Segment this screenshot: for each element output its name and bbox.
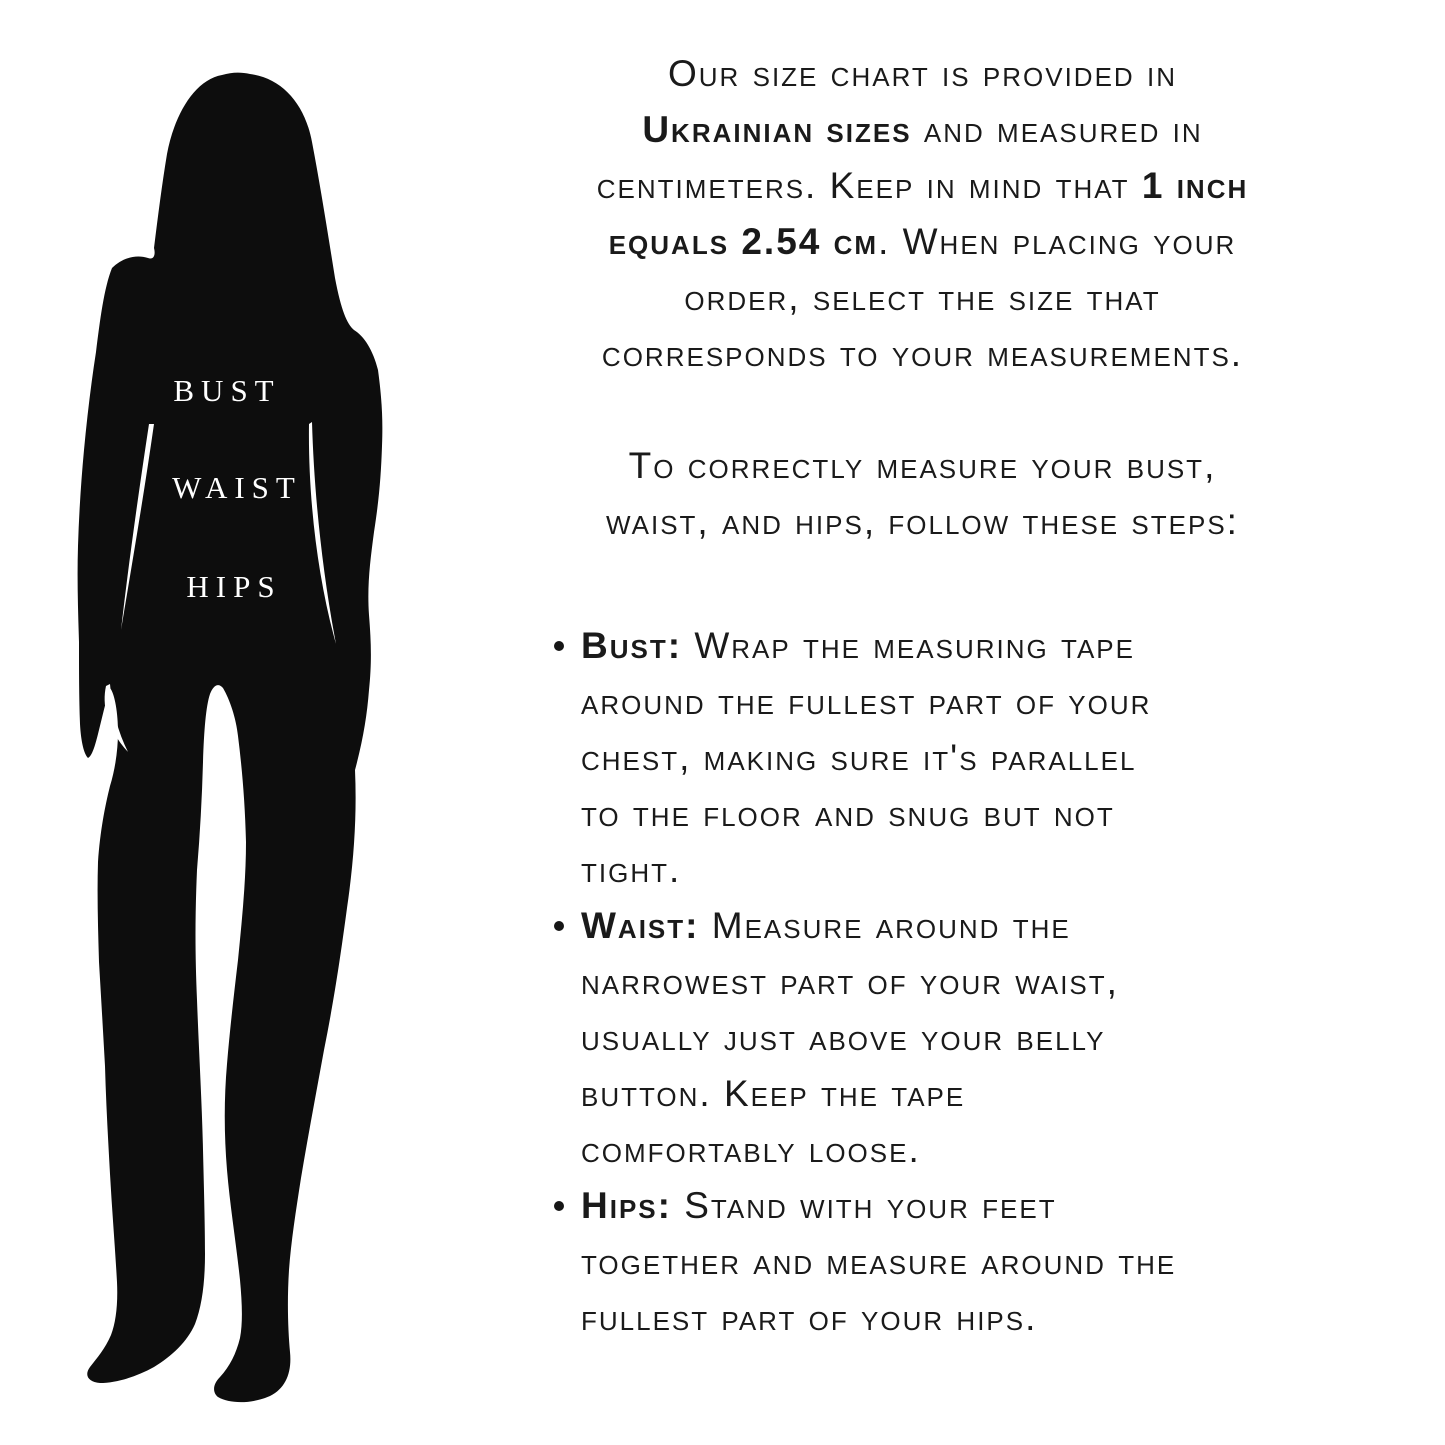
- waist-step-text: [581, 898, 1340, 1178]
- text-line: [581, 1066, 1340, 1122]
- bust-label: BUST: [173, 373, 281, 408]
- text: tight.: [581, 849, 682, 890]
- list-item-waist: [581, 898, 1340, 1178]
- text: comfortably loose.: [581, 1129, 921, 1170]
- silhouette-body-shape: [78, 73, 383, 1403]
- bold-text: Ukrainian sizes: [642, 109, 912, 150]
- text-line: [505, 326, 1340, 382]
- text-line: [581, 1010, 1340, 1066]
- bullet-icon: [554, 1201, 564, 1211]
- text: together and measure around the: [581, 1241, 1177, 1282]
- bust-step-text: [581, 618, 1340, 898]
- text: around the fullest part of your: [581, 681, 1152, 722]
- hips-label: HIPS: [186, 569, 282, 604]
- text-line: [581, 1178, 1340, 1234]
- bold-text: Bust:: [581, 625, 683, 666]
- female-silhouette-figure: [60, 70, 480, 1415]
- list-item-bust: [581, 618, 1340, 898]
- text-line: [581, 1290, 1340, 1346]
- steps-intro-paragraph: [505, 438, 1340, 550]
- text: Stand with your feet: [671, 1185, 1057, 1226]
- bullet-icon: [554, 921, 564, 931]
- text: centimeters. Keep in mind that: [596, 165, 1142, 206]
- text: chest, making sure it's parallel: [581, 737, 1137, 778]
- text: to the floor and snug but not: [581, 793, 1115, 834]
- text-line: [505, 46, 1340, 102]
- text-line: [581, 618, 1340, 674]
- text-line: [505, 102, 1340, 158]
- text-line: [581, 730, 1340, 786]
- text: Measure around the: [699, 905, 1071, 946]
- text: corresponds to your measurements.: [601, 333, 1244, 374]
- text: order, select the size that: [684, 277, 1161, 318]
- text-line: [505, 158, 1340, 214]
- intro-paragraph: [505, 46, 1340, 382]
- text: Our size chart is provided in: [668, 53, 1177, 94]
- bold-text: Hips:: [581, 1185, 672, 1226]
- text-line: [581, 898, 1340, 954]
- bullet-icon: [554, 641, 564, 651]
- text-line: [505, 494, 1340, 550]
- waist-label: WAIST: [172, 470, 302, 505]
- text: Wrap the measuring tape: [682, 625, 1135, 666]
- text-line: [581, 674, 1340, 730]
- text: waist, and hips, follow these steps:: [606, 501, 1239, 542]
- text: and measured in: [911, 109, 1203, 150]
- measurement-instructions: [505, 40, 1340, 1346]
- bold-text: Waist:: [581, 905, 700, 946]
- list-item-hips: [581, 1178, 1340, 1346]
- text: To correctly measure your bust,: [628, 445, 1217, 486]
- hips-step-text: [581, 1178, 1340, 1346]
- text: . When placing your: [878, 221, 1237, 262]
- text-line: [581, 1234, 1340, 1290]
- measurement-steps-list: [505, 618, 1340, 1346]
- text: narrowest part of your waist,: [581, 961, 1119, 1002]
- bold-text: equals 2.54 cm: [608, 221, 879, 262]
- text: fullest part of your hips.: [581, 1297, 1038, 1338]
- text-line: [505, 270, 1340, 326]
- female-silhouette-graphic: [60, 70, 480, 1415]
- text-line: [581, 786, 1340, 842]
- bold-text: 1 inch: [1141, 165, 1249, 206]
- text-line: [581, 842, 1340, 898]
- text: usually just above your belly: [581, 1017, 1106, 1058]
- text: button. Keep the tape: [581, 1073, 966, 1114]
- text-line: [505, 214, 1340, 270]
- text-line: [581, 1122, 1340, 1178]
- text-line: [505, 438, 1340, 494]
- text-line: [581, 954, 1340, 1010]
